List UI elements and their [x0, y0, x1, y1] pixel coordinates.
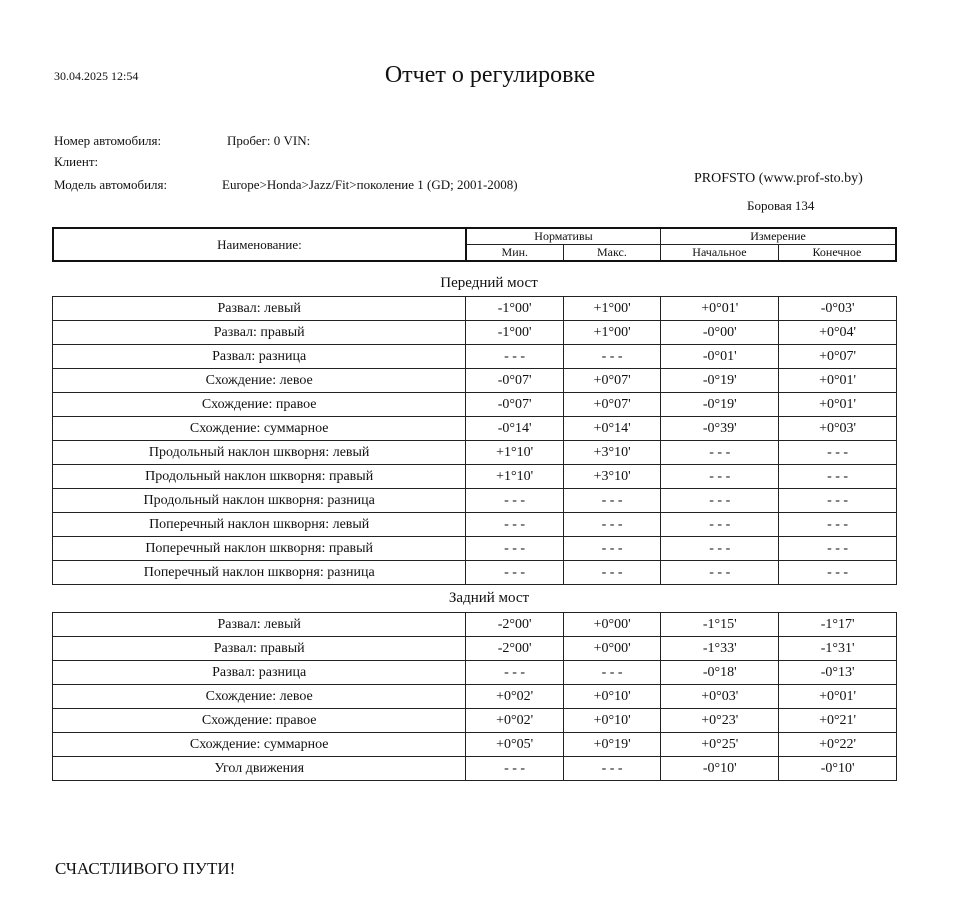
- norm-min: +0°05': [466, 733, 564, 757]
- name-column-header: Наименование:: [53, 228, 466, 261]
- min-header: Мин.: [466, 245, 563, 262]
- param-name: Схождение: суммарное: [53, 417, 466, 441]
- table-row: [53, 369, 897, 393]
- norm-max: - - -: [563, 537, 661, 561]
- table-row: [53, 297, 897, 321]
- measure-final: - - -: [779, 465, 897, 489]
- param-name: Схождение: правое: [53, 393, 466, 417]
- measure-initial: -0°10': [661, 757, 779, 781]
- measure-final: -0°03': [779, 297, 897, 321]
- norm-min: +0°02': [466, 709, 564, 733]
- measure-initial: -1°33': [661, 637, 779, 661]
- front-axle-title: Передний мост: [440, 275, 538, 291]
- norm-max: +3°10': [563, 441, 661, 465]
- norm-min: -0°14': [466, 417, 564, 441]
- norm-min: -2°00': [466, 613, 564, 637]
- rear-axle-table: [52, 612, 897, 781]
- param-name: Схождение: правое: [53, 709, 466, 733]
- table-row: [53, 561, 897, 585]
- measure-initial: - - -: [661, 513, 779, 537]
- norm-max: +0°19': [563, 733, 661, 757]
- norm-min: +0°02': [466, 685, 564, 709]
- norm-max: - - -: [563, 757, 661, 781]
- param-name: Продольный наклон шкворня: левый: [53, 441, 466, 465]
- norm-min: +1°10': [466, 465, 564, 489]
- norm-max: - - -: [563, 661, 661, 685]
- client-label: Клиент:: [54, 154, 99, 169]
- norm-min: -1°00': [466, 297, 564, 321]
- measure-initial: - - -: [661, 561, 779, 585]
- measure-final: -1°31': [779, 637, 897, 661]
- table-row: [53, 417, 897, 441]
- table-row: [53, 637, 897, 661]
- measure-final: +0°01': [779, 369, 897, 393]
- param-name: Поперечный наклон шкворня: правый: [53, 537, 466, 561]
- norm-min: -1°00': [466, 321, 564, 345]
- measure-initial: -0°01': [661, 345, 779, 369]
- norm-max: +0°00': [563, 637, 661, 661]
- param-name: Развал: правый: [53, 637, 466, 661]
- measure-final: -0°13': [779, 661, 897, 685]
- measure-initial: +0°25': [661, 733, 779, 757]
- car-number-label: Номер автомобиля:: [54, 133, 162, 148]
- measure-final: - - -: [779, 489, 897, 513]
- norm-max: +1°00': [563, 321, 661, 345]
- measure-final: - - -: [779, 513, 897, 537]
- footer-greeting: СЧАСТЛИВОГО ПУТИ!: [55, 859, 236, 878]
- param-name: Продольный наклон шкворня: разница: [53, 489, 466, 513]
- measure-final: -1°17': [779, 613, 897, 637]
- param-name: Развал: разница: [53, 661, 466, 685]
- table-row: [53, 393, 897, 417]
- norm-min: - - -: [466, 513, 564, 537]
- measure-initial: -0°00': [661, 321, 779, 345]
- norm-max: +0°14': [563, 417, 661, 441]
- page-title: Отчет о регулировке: [384, 62, 596, 88]
- param-name: Схождение: левое: [53, 369, 466, 393]
- norm-min: - - -: [466, 489, 564, 513]
- measure-initial: -0°19': [661, 393, 779, 417]
- norm-min: -0°07': [466, 369, 564, 393]
- measure-initial: - - -: [661, 465, 779, 489]
- max-header: Макс.: [563, 245, 660, 262]
- param-name: Развал: левый: [53, 297, 466, 321]
- measure-final: +0°22': [779, 733, 897, 757]
- report-datetime: 30.04.2025 12:54: [54, 69, 139, 83]
- model-value: Europe>Honda>Jazz/Fit>поколение 1 (GD; 2001-2008): [222, 177, 518, 192]
- measure-final: +0°04': [779, 321, 897, 345]
- param-name: Поперечный наклон шкворня: разница: [53, 561, 466, 585]
- company-name: PROFSTO (www.prof-sto.by): [694, 171, 863, 186]
- norm-max: +0°10': [563, 709, 661, 733]
- measure-final: +0°21': [779, 709, 897, 733]
- measure-final: - - -: [779, 561, 897, 585]
- table-row: [53, 441, 897, 465]
- norm-max: +0°07': [563, 393, 661, 417]
- measure-final: +0°07': [779, 345, 897, 369]
- measure-initial: - - -: [661, 537, 779, 561]
- norm-max: - - -: [563, 513, 661, 537]
- norm-min: -0°07': [466, 393, 564, 417]
- norm-max: - - -: [563, 489, 661, 513]
- param-name: Развал: правый: [53, 321, 466, 345]
- measure-final: +0°01': [779, 685, 897, 709]
- measure-initial: +0°23': [661, 709, 779, 733]
- measure-initial: - - -: [661, 441, 779, 465]
- model-label: Модель автомобиля:: [54, 177, 168, 192]
- param-name: Продольный наклон шкворня: правый: [53, 465, 466, 489]
- table-row: [53, 489, 897, 513]
- table-row: [53, 537, 897, 561]
- measure-final: -0°10': [779, 757, 897, 781]
- rear-axle-title: Задний мост: [448, 590, 530, 606]
- front-axle-table: [52, 296, 897, 585]
- norm-min: +1°10': [466, 441, 564, 465]
- norm-max: +0°10': [563, 685, 661, 709]
- company-address: Боровая 134: [747, 198, 815, 213]
- norm-min: - - -: [466, 537, 564, 561]
- norm-max: - - -: [563, 561, 661, 585]
- measure-initial: +0°01': [661, 297, 779, 321]
- norm-max: - - -: [563, 345, 661, 369]
- norm-max: +0°00': [563, 613, 661, 637]
- measure-initial: -1°15': [661, 613, 779, 637]
- measure-initial: - - -: [661, 489, 779, 513]
- table-row: [53, 757, 897, 781]
- table-row: [53, 613, 897, 637]
- initial-header: Начальное: [661, 245, 779, 262]
- param-name: Схождение: левое: [53, 685, 466, 709]
- table-row: [53, 345, 897, 369]
- norm-max: +1°00': [563, 297, 661, 321]
- mileage-vin-label: Пробег: 0 VIN:: [227, 133, 311, 148]
- measure-final: - - -: [779, 537, 897, 561]
- norm-min: - - -: [466, 757, 564, 781]
- norm-min: - - -: [466, 345, 564, 369]
- param-name: Поперечный наклон шкворня: левый: [53, 513, 466, 537]
- table-row: [53, 513, 897, 537]
- measure-initial: -0°18': [661, 661, 779, 685]
- norm-max: +0°07': [563, 369, 661, 393]
- param-name: Угол движения: [53, 757, 466, 781]
- norms-header: Нормативы: [466, 228, 661, 245]
- table-row: [53, 733, 897, 757]
- param-name: Развал: левый: [53, 613, 466, 637]
- table-header: [52, 227, 897, 262]
- table-row: [53, 465, 897, 489]
- table-row: [53, 661, 897, 685]
- table-row: [53, 685, 897, 709]
- table-row: [53, 709, 897, 733]
- measure-initial: -0°39': [661, 417, 779, 441]
- norm-min: - - -: [466, 661, 564, 685]
- final-header: Конечное: [778, 245, 896, 262]
- norm-max: +3°10': [563, 465, 661, 489]
- param-name: Схождение: суммарное: [53, 733, 466, 757]
- measure-final: - - -: [779, 441, 897, 465]
- table-row: [53, 321, 897, 345]
- measure-initial: -0°19': [661, 369, 779, 393]
- param-name: Развал: разница: [53, 345, 466, 369]
- measure-final: +0°01': [779, 393, 897, 417]
- measurement-header: Измерение: [661, 228, 896, 245]
- measure-final: +0°03': [779, 417, 897, 441]
- norm-min: - - -: [466, 561, 564, 585]
- norm-min: -2°00': [466, 637, 564, 661]
- measure-initial: +0°03': [661, 685, 779, 709]
